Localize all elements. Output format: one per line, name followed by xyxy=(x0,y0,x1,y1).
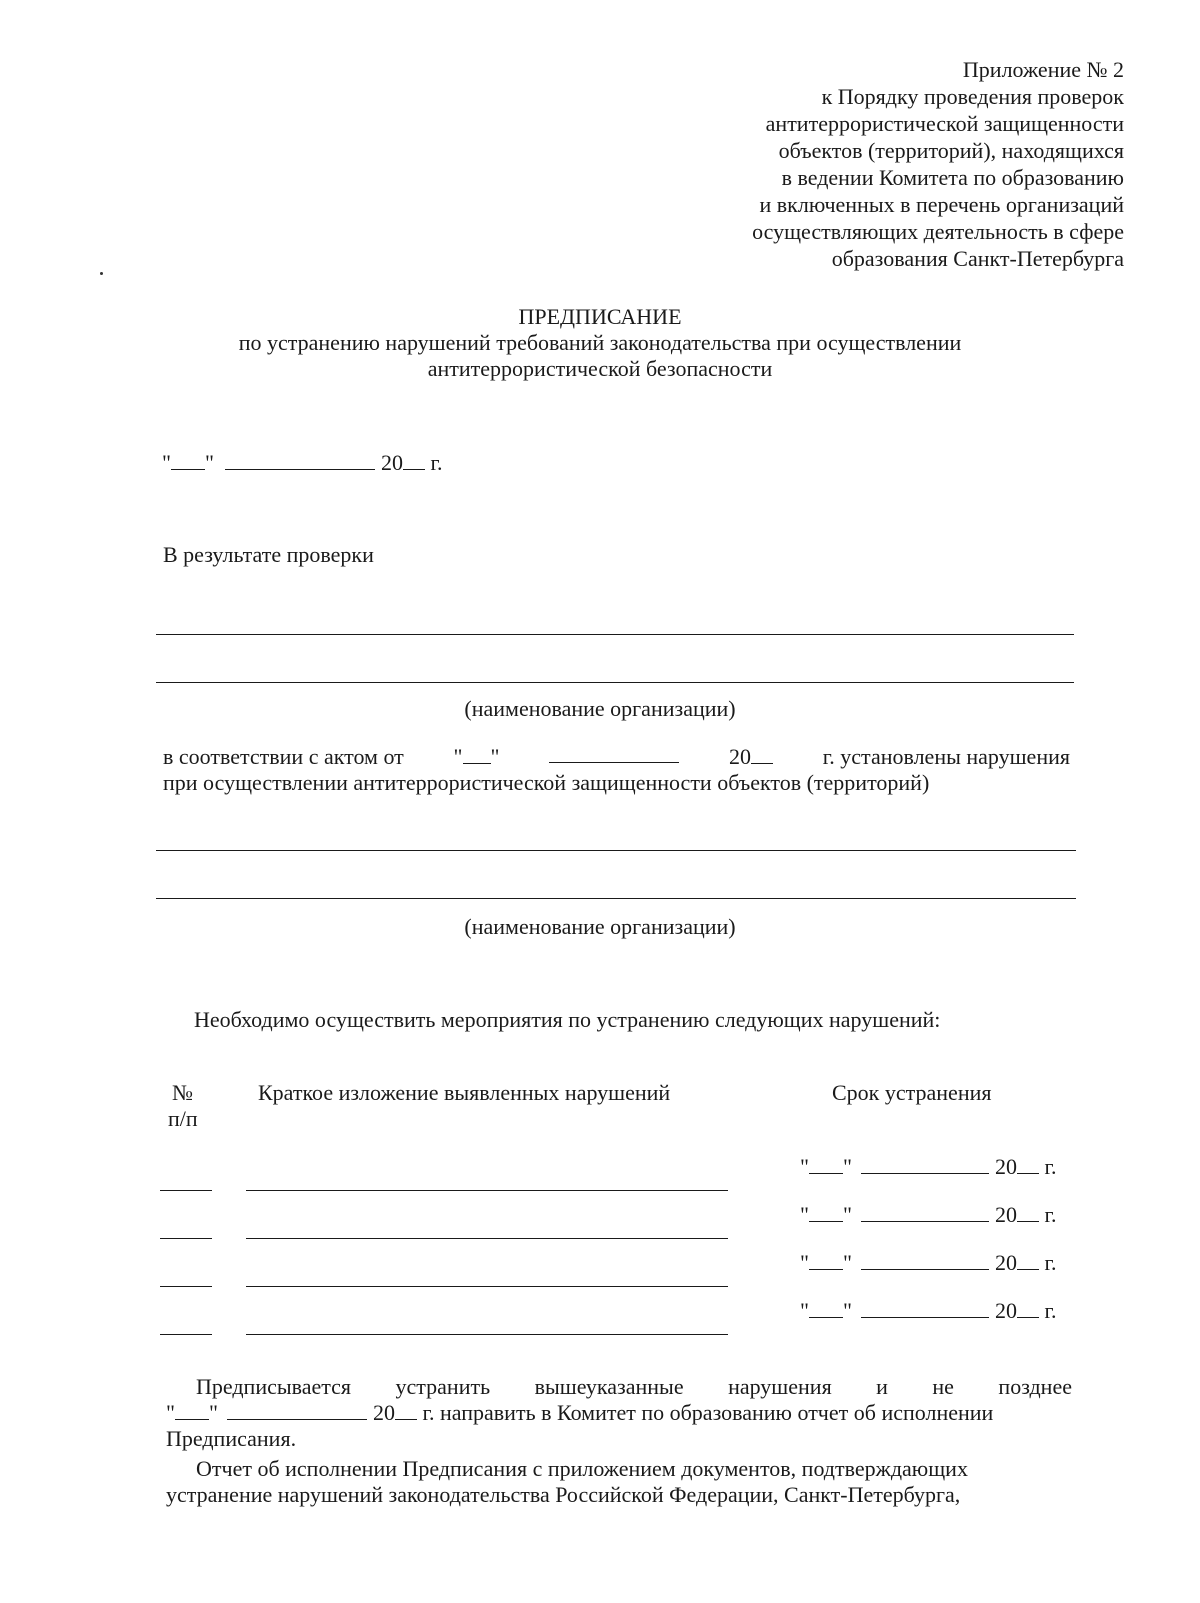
document-subtitle-line-2: антитеррористической безопасности xyxy=(427,356,773,381)
appendix-header xyxy=(752,56,1124,272)
row-description-blank[interactable] xyxy=(246,1286,728,1287)
act-reference-line-1: в соответствии с актом от " " 20 г. установлены нарушения xyxy=(163,744,1070,769)
deadline-year-blank[interactable] xyxy=(1017,1251,1039,1270)
organization-blank-line-1[interactable] xyxy=(156,634,1074,635)
header-line: антитеррористической защищенности xyxy=(765,111,1124,136)
act-organization-caption: (наименование организации) xyxy=(464,914,736,939)
row-description-blank[interactable] xyxy=(246,1238,728,1239)
prescription-line-1: Предписывается устранить вышеуказанные нарушения и не позднее xyxy=(196,1374,1072,1399)
scan-speck xyxy=(100,272,103,275)
row-number-blank[interactable] xyxy=(160,1286,212,1287)
prescription-line-2: " " 20 г. направить в Комитет по образованию отчет об исполнении xyxy=(166,1400,994,1425)
header-line: осуществляющих деятельность в сфере xyxy=(752,219,1124,244)
day-blank[interactable] xyxy=(171,451,205,470)
month-blank[interactable] xyxy=(225,451,375,470)
organization-caption: (наименование организации) xyxy=(464,696,736,721)
measures-intro: Необходимо осуществить мероприятия по устранению следующих нарушений: xyxy=(194,1007,941,1032)
inspection-intro: В результате проверки xyxy=(163,542,374,567)
col-number-header-line-2: п/п xyxy=(168,1106,198,1131)
row-deadline-date: " " 20 г. xyxy=(800,1202,1057,1227)
row-number-blank[interactable] xyxy=(160,1238,212,1239)
document-date-line: " " 20 г. xyxy=(162,450,443,475)
deadline-day-blank[interactable] xyxy=(809,1299,843,1318)
report-month-blank[interactable] xyxy=(227,1401,367,1420)
row-description-blank[interactable] xyxy=(246,1190,728,1191)
organization-blank-line-2[interactable] xyxy=(156,682,1074,683)
document-subtitle-line-1: по устранению нарушений требований законодательства при осуществлении xyxy=(238,330,962,355)
deadline-month-blank[interactable] xyxy=(861,1299,989,1318)
report-line-1: Отчет об исполнении Предписания с приложением документов, подтверждающих xyxy=(196,1456,968,1481)
deadline-day-blank[interactable] xyxy=(809,1155,843,1174)
deadline-year-blank[interactable] xyxy=(1017,1155,1039,1174)
header-line: в ведении Комитета по образованию xyxy=(781,165,1124,190)
act-reference-line-2: при осуществлении антитеррористической защищенности объектов (территорий) xyxy=(163,770,930,795)
header-line: Приложение № 2 xyxy=(962,57,1124,82)
col-number-header-line-1: № xyxy=(172,1080,193,1105)
header-line: образования Санкт-Петербурга xyxy=(831,246,1124,271)
deadline-month-blank[interactable] xyxy=(861,1251,989,1270)
year-blank[interactable] xyxy=(403,451,425,470)
row-deadline-date: " " 20 г. xyxy=(800,1154,1057,1179)
header-line: к Порядку проведения проверок xyxy=(821,84,1124,109)
report-line-2: устранение нарушений законодательства Российской Федерации, Санкт-Петербурга, xyxy=(166,1482,961,1507)
report-year-blank[interactable] xyxy=(395,1401,417,1420)
deadline-day-blank[interactable] xyxy=(809,1203,843,1222)
act-day-blank[interactable] xyxy=(463,745,491,764)
header-line: объектов (территорий), находящихся xyxy=(778,138,1124,163)
act-organization-blank-line-1[interactable] xyxy=(156,850,1076,851)
col-description-header: Краткое изложение выявленных нарушений xyxy=(258,1080,671,1105)
deadline-day-blank[interactable] xyxy=(809,1251,843,1270)
deadline-year-blank[interactable] xyxy=(1017,1203,1039,1222)
act-organization-blank-line-2[interactable] xyxy=(156,898,1076,899)
deadline-month-blank[interactable] xyxy=(861,1155,989,1174)
col-deadline-header: Срок устранения xyxy=(832,1080,992,1105)
deadline-year-blank[interactable] xyxy=(1017,1299,1039,1318)
row-number-blank[interactable] xyxy=(160,1190,212,1191)
act-month-blank[interactable] xyxy=(549,744,679,763)
act-year-blank[interactable] xyxy=(751,745,773,764)
report-day-blank[interactable] xyxy=(175,1401,209,1420)
row-deadline-date: " " 20 г. xyxy=(800,1250,1057,1275)
prescription-line-3: Предписания. xyxy=(166,1426,297,1451)
deadline-month-blank[interactable] xyxy=(861,1203,989,1222)
document-title: ПРЕДПИСАНИЕ xyxy=(518,304,682,329)
row-number-blank[interactable] xyxy=(160,1334,212,1335)
row-description-blank[interactable] xyxy=(246,1334,728,1335)
header-line: и включенных в перечень организаций xyxy=(759,192,1124,217)
row-deadline-date: " " 20 г. xyxy=(800,1298,1057,1323)
